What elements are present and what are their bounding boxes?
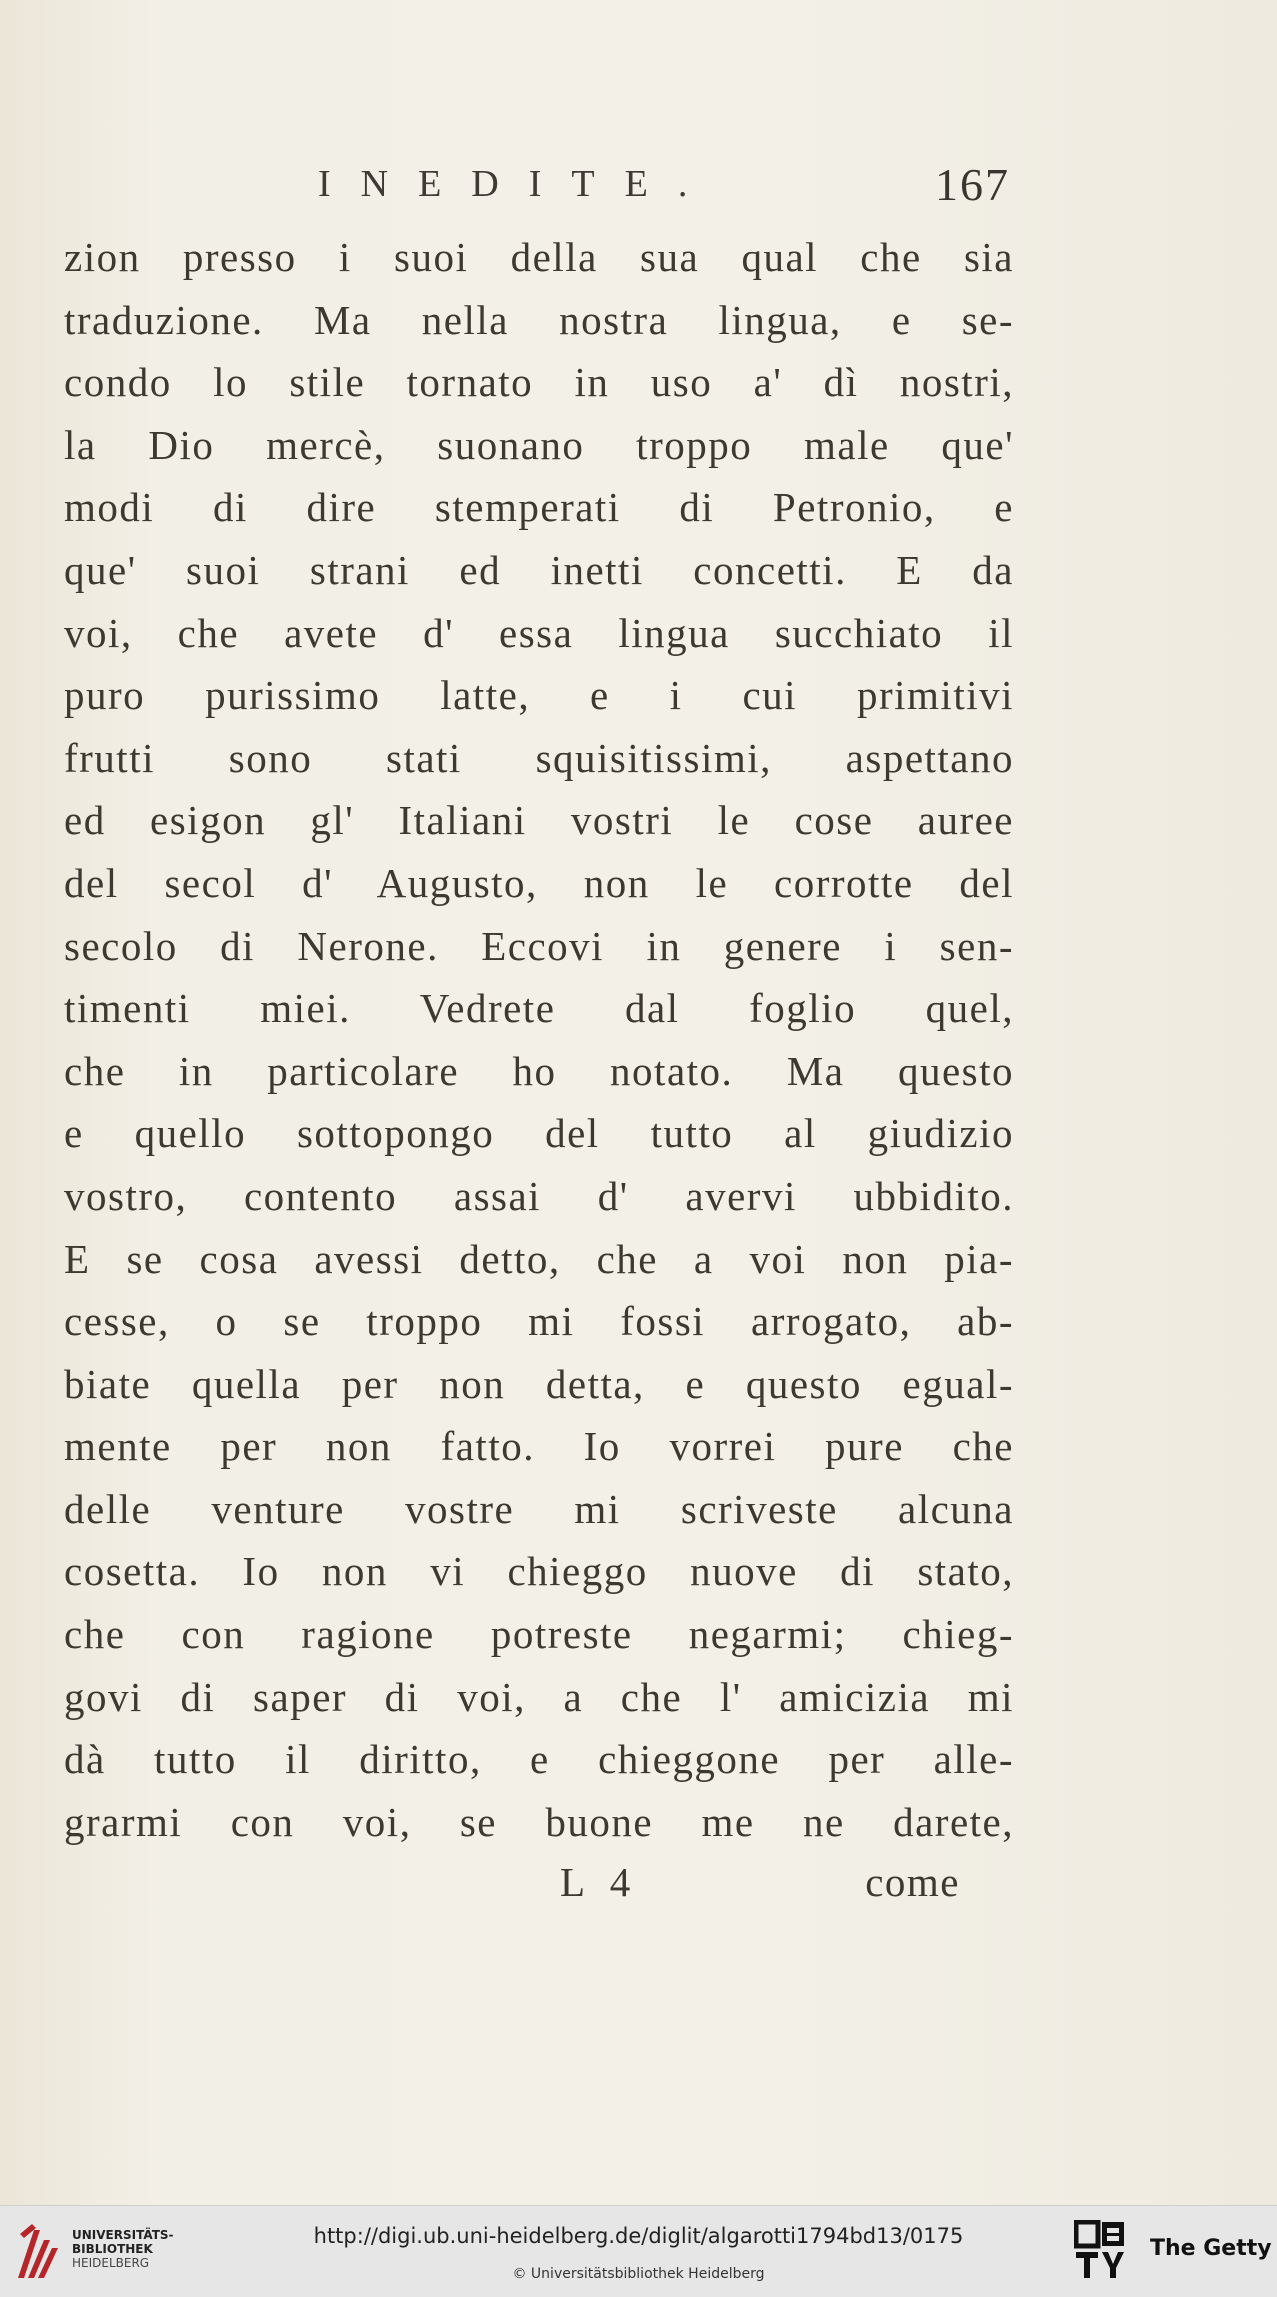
text-line: del secol d' Augusto, non le corrotte del bbox=[64, 859, 1014, 906]
catchword: come bbox=[865, 1859, 960, 1905]
text-line: grarmi con voi, se buone me ne darete, bbox=[64, 1798, 1014, 1845]
body-text bbox=[64, 226, 1014, 1853]
signature-mark: L 4 bbox=[560, 1859, 639, 1905]
text-line: cosetta. Io non vi chieggo nuove di stato, bbox=[64, 1548, 1014, 1595]
page-header bbox=[300, 159, 1010, 222]
text-line: la Dio mercè, suonano troppo male que' bbox=[64, 421, 1014, 468]
text-line: che in particolare ho notato. Ma questo bbox=[64, 1047, 1014, 1094]
library-name-line: BIBLIOTHEK bbox=[72, 2242, 153, 2256]
text-line: traduzione. Ma nella nostra lingua, e se- bbox=[64, 296, 1014, 343]
text-line: che con ragione potreste negarmi; chieg- bbox=[64, 1611, 1014, 1658]
text-line: govi di saper di voi, a che l' amicizia mi bbox=[64, 1673, 1014, 1720]
text-line: voi, che avete d' essa lingua succhiato il bbox=[64, 609, 1014, 656]
text-line: e quello sottopongo del tutto al giudizio bbox=[64, 1110, 1014, 1157]
text-line: modi di dire stemperati di Petronio, e bbox=[64, 484, 1014, 531]
library-name-line: UNIVERSITÄTS- bbox=[72, 2228, 174, 2242]
getty-logo-icon[interactable] bbox=[1074, 2220, 1128, 2280]
viewer-footer bbox=[0, 2205, 1277, 2297]
text-line: vostro, contento assai d' avervi ubbidito. bbox=[64, 1172, 1014, 1219]
running-head: INEDITE. bbox=[318, 163, 718, 205]
text-line: frutti sono stati squisitissimi, aspettano bbox=[64, 734, 1014, 781]
text-line: secolo di Nerone. Eccovi in genere i sen- bbox=[64, 922, 1014, 969]
library-city: HEIDELBERG bbox=[72, 2256, 150, 2270]
text-line: puro purissimo latte, e i cui primitivi bbox=[64, 672, 1014, 719]
page-number: 167 bbox=[935, 159, 1010, 210]
partner-name: The Getty bbox=[1150, 2236, 1272, 2261]
text-line: biate quella per non detta, e questo egual- bbox=[64, 1360, 1014, 1407]
text-line: que' suoi strani ed inetti concetti. E da bbox=[64, 546, 1014, 593]
text-line: ed esigon gl' Italiani vostri le cose auree bbox=[64, 797, 1014, 844]
copyright-notice: © Universitätsbibliothek Heidelberg bbox=[512, 2266, 765, 2282]
permalink-url[interactable]: http://digi.ub.uni-heidelberg.de/diglit/algarotti1794bd13/0175 bbox=[313, 2224, 964, 2248]
text-line: cesse, o se troppo mi fossi arrogato, ab- bbox=[64, 1298, 1014, 1345]
page-footer-line bbox=[560, 1858, 960, 1918]
text-line: zion presso i suoi della sua qual che sia bbox=[64, 234, 1014, 280]
text-line: timenti miei. Vedrete dal foglio quel, bbox=[64, 985, 1014, 1032]
text-line: mente per non fatto. Io vorrei pure che bbox=[64, 1423, 1014, 1470]
text-line: condo lo stile tornato in uso a' dì nostri, bbox=[64, 359, 1014, 406]
text-line: delle venture vostre mi scriveste alcuna bbox=[64, 1485, 1014, 1532]
text-line: dà tutto il diritto, e chieggone per alle- bbox=[64, 1736, 1014, 1783]
text-line: E se cosa avessi detto, che a voi non pia- bbox=[64, 1235, 1014, 1282]
